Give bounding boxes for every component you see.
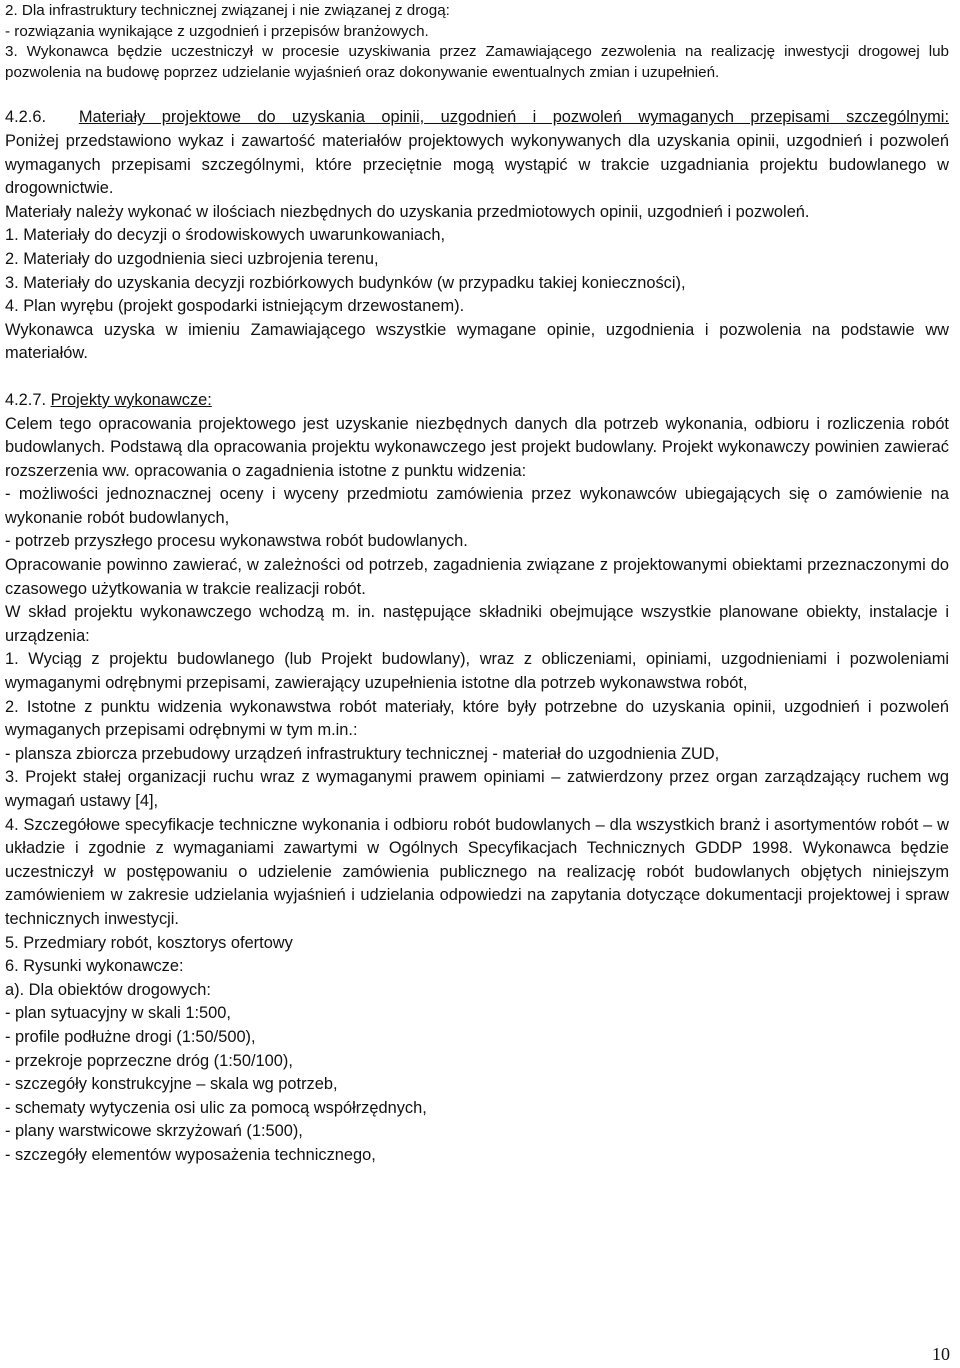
section-426-para-1: Poniżej przedstawiono wykaz i zawartość materiałów projektowych wykonywanych dla uzyskania opinii, uzgodnień i pozwoleń wymaganych przepisami szczególnymi, które przeciętnie mogą wystąpić w trakcie uzgadniania projektu budowlanego w drogownictwie. <box>5 131 949 198</box>
section-426-para-2: Materiały należy wykonać w ilościach niezbędnych do uzyskania przedmiotowych opinii, uzgodnień i pozwoleń. <box>5 202 810 221</box>
section-427-para-8: - plansza zbiorcza przebudowy urządzeń infrastruktury technicznej - materiał do uzgodnienia ZUD, <box>5 744 720 763</box>
section-427-heading <box>5 389 949 413</box>
section-427-para-14: - plan sytuacyjny w skali 1:500, <box>5 1004 231 1023</box>
section-426-item-4: 4. Plan wyrębu (projekt gospodarki istniejącym drzewostanem). <box>5 297 465 316</box>
section-426-item-1: 1. Materiały do decyzji o środowiskowych uwarunkowaniach, <box>5 226 446 245</box>
spacer <box>5 366 949 389</box>
document-page <box>5 1 949 1168</box>
section-426-title: Materiały projektowe do uzyskania opinii, uzgodnień i pozwoleń wymaganych przepisami szczególnymi: <box>78 108 950 127</box>
intro-item-2-sub: - rozwiązania wynikające z uzgodnień i przepisów branżowych. <box>5 22 429 40</box>
section-427-para-19: - plany warstwicowe skrzyżowań (1:500), <box>5 1122 303 1141</box>
page-number: 10 <box>932 1344 950 1364</box>
intro-item-2: 2. Dla infrastruktury technicznej związanej i nie związanej z drogą: <box>5 2 450 19</box>
section-426-item-3: 3. Materiały do uzyskania decyzji rozbiórkowych budynków (w przypadku takiej konieczności), <box>5 273 686 292</box>
section-426-item-2: 2. Materiały do uzgodnienia sieci uzbrojenia terenu, <box>5 249 379 268</box>
section-427-para-1: Celem tego opracowania projektowego jest uzyskanie niezbędnych danych dla potrzeb wykonania, odbioru i rozliczenia robót budowlanych. Podstawą dla opracowania projektu wykonawczego jest projekt budowlany. Projekt wykonawczy powinien zawierać rozszerzenia ww. opracowania o zagadnienia istotne z punktu widzenia: <box>5 414 949 480</box>
section-426-closing: Wykonawca uzyska w imieniu Zamawiającego wszystkie wymagane opinie, uzgodnienia i pozwolenia na podstawie ww materiałów. <box>5 320 949 363</box>
section-427-number: 4.2.7. <box>5 390 47 409</box>
section-427-para-10: 4. Szczegółowe specyfikacje techniczne wykonania i odbioru robót budowlanych – dla wszystkich branż i asortymentów robót – w układzie i zgodnie z wymaganiami zawartymi w Ogólnych Specyfikacjach Technicznych GDDP 1998. Wykonawca będzie uczestniczył w postępowaniu o udzielenie zamówienia publicznego na realizację robót budowlanych objętych niniejszym zamówieniem w zakresie udzielania wyjaśnień i udzielania odpowiedzi na zapytania dotyczące dokumentacji projektowej i spraw technicznych inwestycji. <box>5 815 949 928</box>
section-427-para-7: 2. Istotne z punktu widzenia wykonawstwa robót materiały, które były potrzebne do uzyskania opinii, uzgodnień i pozwoleń wymaganych przepisami odrębnymi w tym m.in.: <box>5 697 949 740</box>
section-427-para-5: W skład projektu wykonawczego wchodzą m. in. następujące składniki obejmujące wszystkie planowane obiekty, instalacje i urządzenia: <box>5 603 949 645</box>
section-427-para-20: - szczegóły elementów wyposażenia technicznego, <box>5 1145 376 1164</box>
section-427-para-18: - schematy wytyczenia osi ulic za pomocą współrzędnych, <box>5 1098 427 1117</box>
section-427-title: Projekty wykonawcze: <box>50 390 212 409</box>
section-427-para-16: - przekroje poprzeczne dróg (1:50/100), <box>5 1051 293 1070</box>
spacer <box>5 83 949 106</box>
section-427-para-9: 3. Projekt stałej organizacji ruchu wraz z wymaganymi prawem opiniami – zatwierdzony przez organ zarządzający ruchem wg wymagań ustawy [4], <box>5 768 949 810</box>
section-426-heading <box>5 106 949 130</box>
section-427-para-17: - szczegóły konstrukcyjne – skala wg potrzeb, <box>5 1075 338 1094</box>
intro-item-3: 3. Wykonawca będzie uczestniczył w procesie uzyskiwania przez Zamawiającego zezwolenia na realizację inwestycji drogowej lub pozwolenia na budowę poprzez udzielanie wyjaśnień oraz dokonywanie ewentualnych zmian i uzupełnień. <box>5 43 949 81</box>
section-427-para-15: - profile podłużne drogi (1:50/500), <box>5 1027 256 1046</box>
section-427-para-2: - możliwości jednoznacznej oceny i wyceny przedmiotu zamówienia przez wykonawców ubiegających się o zamówienie na wykonanie robót budowlanych, <box>5 485 949 527</box>
section-427-para-4: Opracowanie powinno zawierać, w zależności od potrzeb, zagadnienia związane z projektowanymi obiektami przeznaczonymi do czasowego użytkowania w trakcie realizacji robót. <box>5 556 949 598</box>
section-427-para-3: - potrzeb przyszłego procesu wykonawstwa robót budowlanych. <box>5 532 468 551</box>
section-427-para-13: a). Dla obiektów drogowych: <box>5 980 211 999</box>
section-427-para-11: 5. Przedmiary robót, kosztorys ofertowy <box>5 933 293 952</box>
section-427-para-6: 1. Wyciąg z projektu budowlanego (lub Projekt budowlany), wraz z obliczeniami, opiniami, uzgodnieniami i pozwoleniami wymaganymi odrębnymi przepisami, zawierający uzupełnienia istotne dla potrzeb wykonawstwa robót, <box>5 650 949 693</box>
section-426-number: 4.2.6. <box>5 108 47 127</box>
section-427-para-12: 6. Rysunki wykonawcze: <box>5 957 184 976</box>
